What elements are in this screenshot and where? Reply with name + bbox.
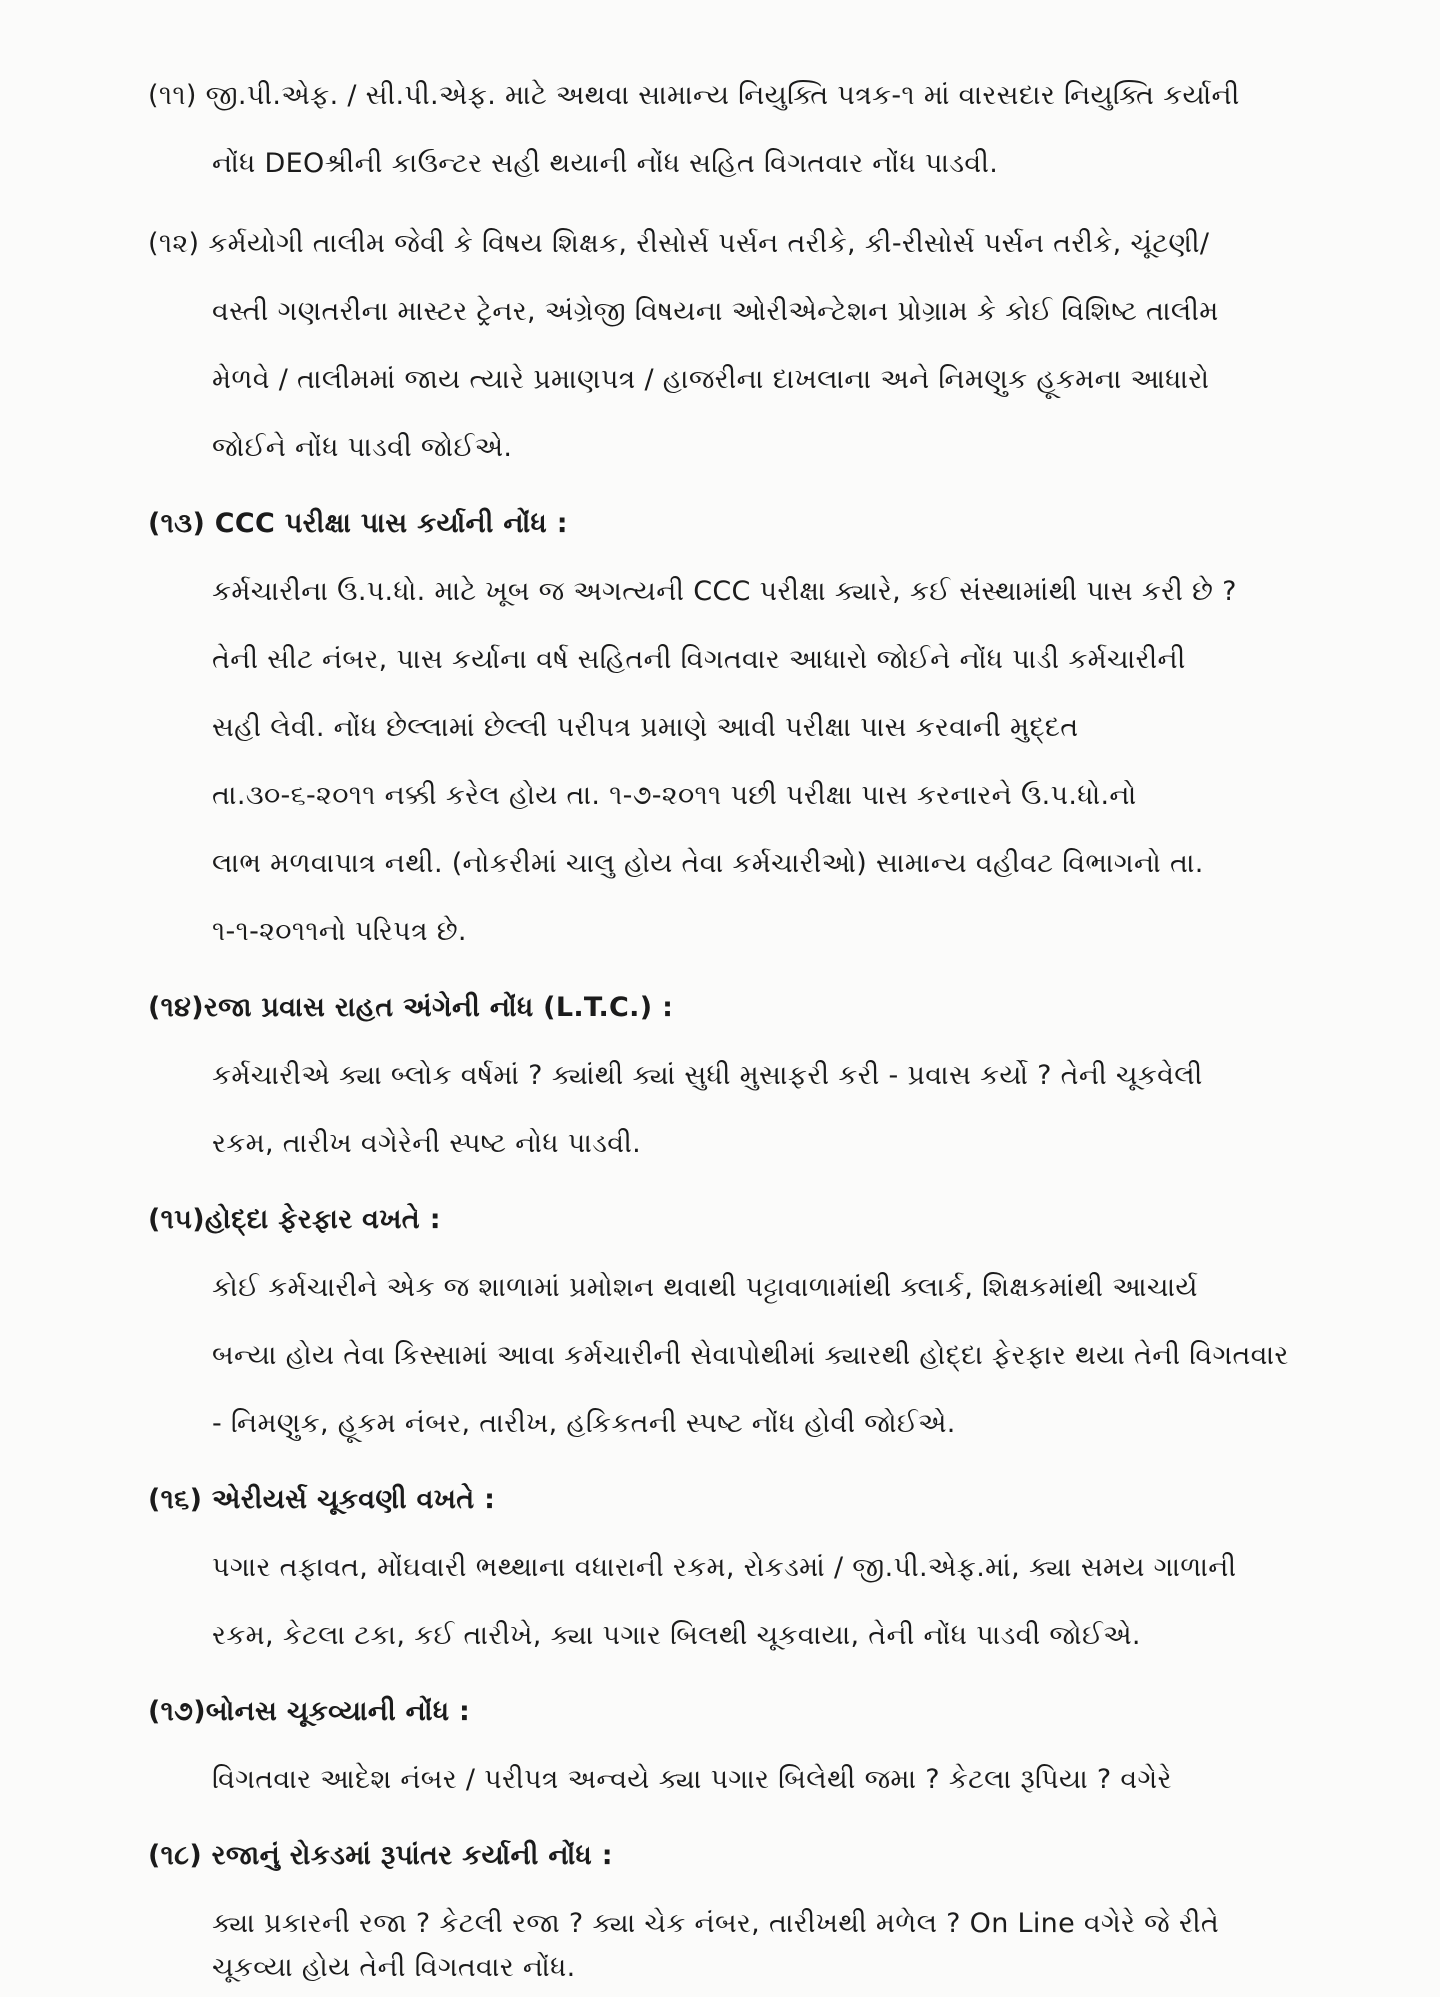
item-12-line-3: મેળવે / તાલીમમાં જાય ત્યારે પ્રમાણપત્ર / હાજરીના દાખલાના અને નિમણુક હૂકમના આધારો [212, 364, 1210, 395]
item-15-line-3: - નિમણુક, હૂકમ નંબર, તારીખ, હકિકતની સ્પષ્ટ નોંધ હોવી જોઈએ. [212, 1408, 956, 1439]
item-12-line-2: વસ્તી ગણતરીના માસ્ટર ટ્રેનર, અંગ્રેજી વિષયના ઓરીએન્ટેશન પ્રોગ્રામ કે કોઈ વિશિષ્ટ તાલીમ [212, 296, 1219, 327]
item-16-heading: (૧૬) એરીયર્સ ચૂકવણી વખતે : [148, 1484, 496, 1515]
item-13-line-4: તા.૩૦-૬-૨૦૧૧ નક્કી કરેલ હોય તા. ૧-૭-૨૦૧૧ પછી પરીક્ષા પાસ કરનારને ઉ.પ.ધો.નો [212, 780, 1137, 811]
item-16-line-2: રકમ, કેટલા ટકા, કઈ તારીખે, ક્યા પગાર બિલથી ચૂકવાયા, તેની નોંધ પાડવી જોઈએ. [212, 1620, 1141, 1651]
item-11-line-2: નોંધ DEOશ્રીની કાઉન્ટર સહી થયાની નોંધ સહિત વિગતવાર નોંધ પાડવી. [212, 148, 999, 179]
item-15-line-1: કોઈ કર્મચારીને એક જ શાળામાં પ્રમોશન થવાથી પટ્ટાવાળામાંથી ક્લાર્ક, શિક્ષકમાંથી આચાર્ય [212, 1272, 1198, 1303]
item-15-heading: (૧૫)હોદ્દા ફેરફાર વખતે : [148, 1204, 441, 1235]
item-14-heading: (૧૪)રજા પ્રવાસ રાહત અંગેની નોંધ (L.T.C.) : [148, 992, 674, 1023]
item-13-line-5: લાભ મળવાપાત્ર નથી. (નોકરીમાં ચાલુ હોય તેવા કર્મચારીઓ) સામાન્ય વહીવટ વિભાગનો તા. [212, 848, 1204, 879]
item-15-line-2: બન્યા હોય તેવા કિસ્સામાં આવા કર્મચારીની સેવાપોથીમાં ક્યારથી હોદ્દા ફેરફાર થયા તેની વિગતવાર [212, 1340, 1289, 1371]
item-18-line-1: ક્યા પ્રકારની રજા ? કેટલી રજા ? ક્યા ચેક નંબર, તારીખથી મળેલ ? On Line વગેરે જે રીતે [212, 1908, 1220, 1939]
item-14-line-2: રકમ, તારીખ વગેરેની સ્પષ્ટ નોધ પાડવી. [212, 1128, 642, 1159]
item-12-line-4: જોઈને નોંધ પાડવી જોઈએ. [212, 432, 513, 463]
item-13-heading: (૧૩) CCC પરીક્ષા પાસ કર્યાની નોંધ : [148, 508, 568, 539]
item-17-heading: (૧૭)બોનસ ચૂકવ્યાની નોંધ : [148, 1696, 471, 1727]
item-18-heading: (૧૮) રજાનું રોકડમાં રૂપાંતર કર્યાની નોંધ : [148, 1840, 613, 1871]
item-18-line-2: ચૂકવ્યા હોય તેની વિગતવાર નોંધ. [212, 1952, 576, 1983]
item-13-line-3: સહી લેવી. નોંધ છેલ્લામાં છેલ્લી પરીપત્ર પ્રમાણે આવી પરીક્ષા પાસ કરવાની મુદ્દત [212, 712, 1079, 743]
item-17-line-1: વિગતવાર આદેશ નંબર / પરીપત્ર અન્વયે ક્યા પગાર બિલેથી જમા ? કેટલા રૂપિયા ? વગેરે [212, 1764, 1172, 1795]
item-11-line-1: (૧૧) જી.પી.એફ. / સી.પી.એફ. માટે અથવા સામાન્ય નિયુક્તિ પત્રક-૧ માં વારસદાર નિયુક્તિ કર્યાની [148, 80, 1240, 111]
item-14-line-1: કર્મચારીએ ક્યા બ્લોક વર્ષમાં ? ક્યાંથી ક્યાં સુધી મુસાફરી કરી - પ્રવાસ કર્યો ? તેની ચૂકવેલી [212, 1060, 1203, 1091]
item-12-line-1: (૧૨) કર્મયોગી તાલીમ જેવી કે વિષય શિક્ષક, રીસોર્સ પર્સન તરીકે, કી-રીસોર્સ પર્સન તરીકે, ચૂંટણી/ [148, 228, 1210, 259]
item-13-line-2: તેની સીટ નંબર, પાસ કર્યાના વર્ષ સહિતની વિગતવાર આધારો જોઈને નોંધ પાડી કર્મચારીની [212, 644, 1186, 675]
item-13-line-1: કર્મચારીના ઉ.પ.ધો. માટે ખૂબ જ અગત્યની CCC પરીક્ષા ક્યારે, કઈ સંસ્થામાંથી પાસ કરી છે ? [212, 576, 1237, 607]
item-13-line-6: ૧-૧-૨૦૧૧નો પરિપત્ર છે. [212, 916, 467, 947]
item-16-line-1: પગાર તફાવત, મોંઘવારી ભથ્થાના વધારાની રકમ, રોકડમાં / જી.પી.એફ.માં, ક્યા સમય ગાળાની [212, 1552, 1237, 1583]
